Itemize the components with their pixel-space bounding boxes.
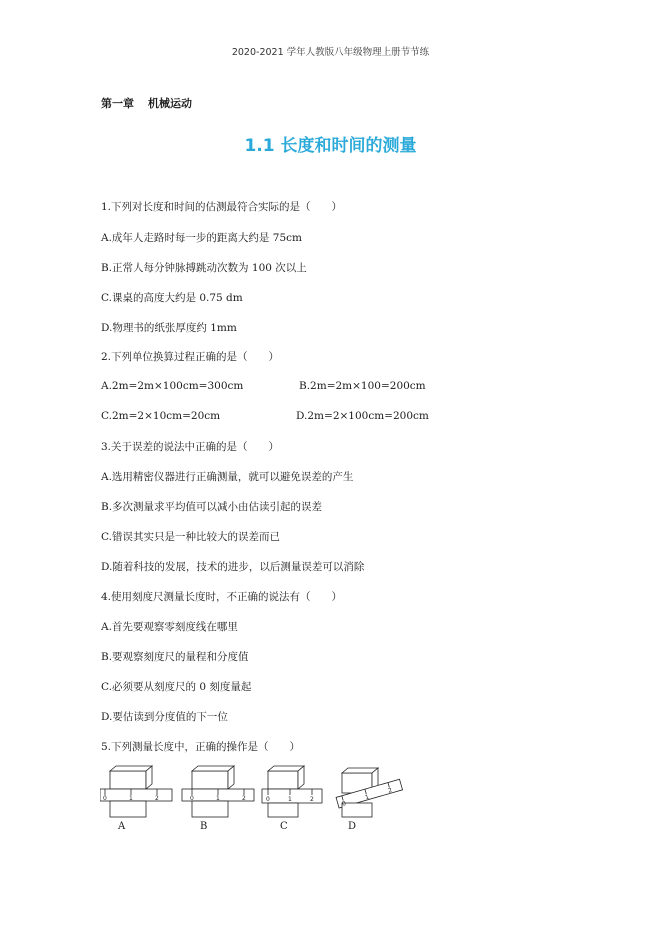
figure-a-tick-2: 2	[155, 795, 159, 802]
figure-a-drawing	[100, 766, 172, 817]
question-2-option-d: D.2m=2×100cm=200cm	[296, 410, 429, 422]
chapter-heading	[101, 95, 192, 111]
question-1-option-a: A.成年人走路时每一步的距离大约是 75cm	[101, 232, 302, 244]
question-1-option-c: C.课桌的高度大约是 0.75 dm	[101, 292, 243, 304]
question-3-option-b: B.多次测量求平均值可以减小由估读引起的误差	[101, 501, 323, 513]
question-1-option-d: D.物理书的纸张厚度约 1mm	[101, 322, 237, 334]
question-1-option-b: B.正常人每分钟脉搏跳动次数为 100 次以上	[101, 262, 307, 274]
figure-b-tick-2: 2	[242, 795, 246, 802]
section-title: 1.1 长度和时间的测量	[244, 136, 417, 156]
figure-c-tick-1: 1	[288, 796, 292, 803]
page-header: 2020-2021 学年人教版八年级物理上册节节练	[231, 47, 430, 58]
question-2-option-b: B.2m=2m×100=200cm	[299, 380, 426, 392]
figure-b-tick-1: 1	[216, 795, 220, 802]
figure-a-tick-0: 0	[103, 795, 107, 802]
chapter-number: 第一章	[101, 97, 134, 110]
figure-a-tick-1: 1	[129, 795, 133, 802]
figure-label-a: A	[118, 821, 126, 832]
figure-d-tick-2: 2	[387, 786, 394, 795]
question-4-option-b: B.要观察刻度尺的量程和分度值	[101, 651, 249, 663]
question-4-option-c: C.必须要从刻度尺的 0 刻度量起	[101, 681, 252, 693]
question-3-option-d: D.随着科技的发展，技术的进步，以后测量误差可以消除	[101, 561, 365, 573]
figure-label-b: B	[200, 821, 208, 832]
ruler-figures	[100, 765, 430, 821]
figure-label-c: C	[280, 821, 288, 832]
question-2-option-c: C.2m=2×10cm=20cm	[101, 410, 221, 422]
question-3-stem: 3.关于误差的说法中正确的是（ ）	[101, 441, 280, 453]
question-3-option-c: C.错误其实只是一种比较大的误差而已	[101, 531, 280, 543]
figure-c-tick-2: 2	[310, 796, 314, 803]
figure-b-drawing	[182, 766, 254, 817]
question-4-option-d: D.要估读到分度值的下一位	[101, 711, 228, 723]
question-3-option-a: A.选用精密仪器进行正确测量，就可以避免误差的产生	[101, 471, 354, 483]
figure-d-tick-0: 0	[341, 800, 347, 808]
question-2-stem: 2.下列单位换算过程正确的是（ ）	[101, 351, 280, 363]
question-5-stem: 5.下列测量长度中，正确的操作是（ ）	[101, 741, 301, 753]
figure-d-tick-1: 1	[364, 793, 370, 802]
figure-c-tick-0: 0	[266, 796, 270, 803]
question-1-stem: 1.下列对长度和时间的估测最符合实际的是（ ）	[101, 201, 343, 213]
question-4-stem: 4.使用刻度尺测量长度时，不正确的说法有（ ）	[101, 591, 343, 603]
question-4-option-a: A.首先要观察零刻度线在哪里	[101, 621, 238, 633]
figure-label-d: D	[348, 821, 357, 832]
question-2-option-a: A.2m=2m×100cm=300cm	[101, 380, 244, 392]
chapter-name: 机械运动	[148, 97, 192, 110]
figure-c-drawing	[262, 766, 322, 817]
figure-b-tick-0: 0	[190, 795, 194, 802]
